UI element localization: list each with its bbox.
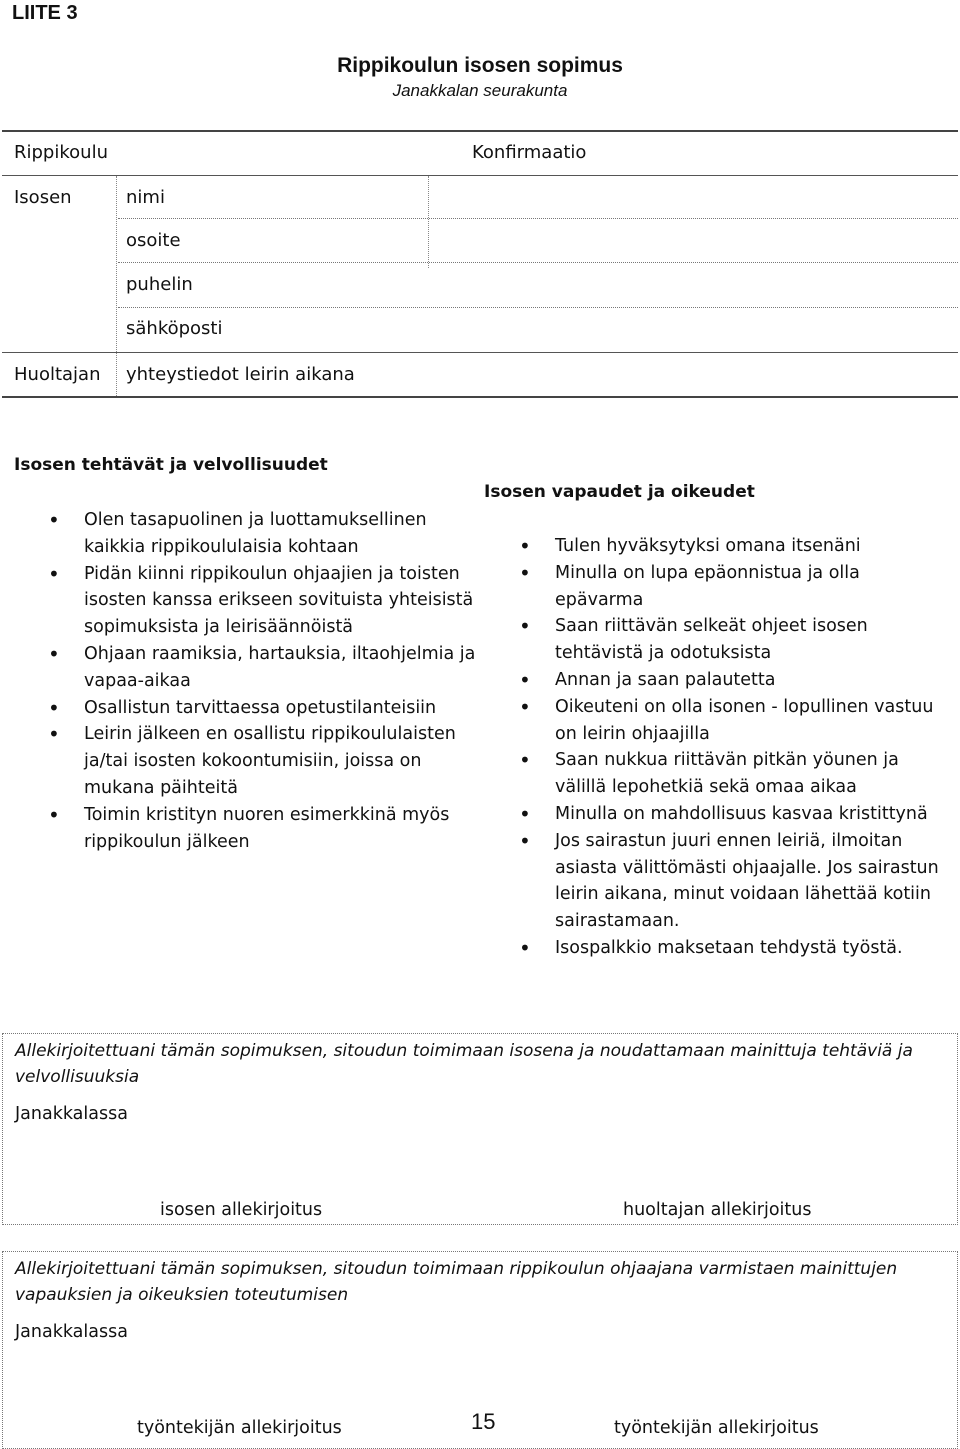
rippikoulu-label: Rippikoulu xyxy=(14,142,108,163)
rights-heading: Isosen vapaudet ja oikeudet xyxy=(484,482,755,502)
yhteystiedot-field-label: yhteystiedot leirin aikana xyxy=(126,364,355,385)
form-field-divider xyxy=(428,176,429,268)
rights-list xyxy=(519,533,951,962)
form-row-rule xyxy=(2,175,958,176)
form-top-rule xyxy=(2,130,958,132)
duties-heading: Isosen tehtävät ja velvollisuudet xyxy=(14,455,328,475)
document-subtitle: Janakkalan seurakunta xyxy=(392,81,568,100)
list-item: • Leirin jälkeen en osallistu rippikoululaisten ja/tai isosten kokoontumisiin, joissa on mukana päihteitä xyxy=(48,721,484,801)
isonen-signature-box xyxy=(2,1033,958,1225)
puhelin-field-line xyxy=(118,307,958,308)
ohjaaja-commitment-text: Allekirjoitettuani tämän sopimuksen, sitoudun toimimaan rippikoulun ohjaajana varmistaen mainittujen vapauksien ja oikeuksien toteutumisen xyxy=(15,1259,898,1305)
list-item: • Oikeuteni on olla isonen - lopullinen vastuu on leirin ohjaajilla xyxy=(519,694,951,748)
konfirmaatio-label: Konfirmaatio xyxy=(472,142,587,163)
list-item: • Minulla on lupa epäonnistua ja olla epävarma xyxy=(519,560,951,614)
nimi-field-label: nimi xyxy=(126,187,165,208)
list-item: • Olen tasapuolinen ja luottamuksellinen kaikkia rippikoululaisia kohtaan xyxy=(48,507,444,561)
ohjaaja-place-label: Janakkalassa xyxy=(15,1322,128,1342)
isonen-place-label: Janakkalassa xyxy=(15,1104,128,1124)
form-column-divider xyxy=(116,176,117,398)
duties-list xyxy=(48,507,488,855)
list-item: • Saan riittävän selkeät ohjeet isosen tehtävistä ja odotuksista xyxy=(519,613,951,667)
osoite-field-label: osoite xyxy=(126,230,181,251)
list-item: • Isospalkkio maksetaan tehdystä työstä. xyxy=(519,935,951,962)
document-title: Rippikoulun isosen sopimus xyxy=(337,54,623,77)
sahkoposti-field-label: sähköposti xyxy=(126,318,223,339)
page-number: 15 xyxy=(471,1409,496,1434)
list-item: • Annan ja saan palautetta xyxy=(519,667,951,694)
form-bottom-rule xyxy=(2,396,958,398)
isonen-signature-label[interactable]: isosen allekirjoitus xyxy=(160,1200,323,1220)
puhelin-field-label: puhelin xyxy=(126,274,193,295)
isonen-commitment-text: Allekirjoitettuani tämän sopimuksen, sitoudun toimimaan isosena ja noudattamaan mainittuja tehtäviä ja velvollisuuksia xyxy=(15,1041,913,1087)
isosen-label: Isosen xyxy=(14,187,72,208)
appendix-label: LIITE 3 xyxy=(12,2,78,24)
huoltajan-label: Huoltajan xyxy=(14,364,101,385)
employee-signature-label-right[interactable]: työntekijän allekirjoitus xyxy=(614,1418,819,1438)
list-item: • Osallistun tarvittaessa opetustilanteisiin xyxy=(48,695,488,722)
list-item: • Pidän kiinni rippikoulun ohjaajien ja toisten isosten kanssa erikseen sovituista yhteisistä sopimuksista ja leirisäännöistä xyxy=(48,561,488,641)
osoite-field-line xyxy=(118,262,958,263)
sahkoposti-field-line xyxy=(2,352,958,353)
list-item: • Saan nukkua riittävän pitkän yöunen ja välillä lepohetkiä sekä omaa aikaa xyxy=(519,747,951,801)
list-item: • Toimin kristityn nuoren esimerkkinä myös rippikoulun jälkeen xyxy=(48,802,484,856)
guardian-signature-label[interactable]: huoltajan allekirjoitus xyxy=(623,1200,812,1220)
nimi-field-line xyxy=(118,218,958,219)
list-item: • Ohjaan raamiksia, hartauksia, iltaohjelmia ja vapaa-aikaa xyxy=(48,641,492,695)
list-item: • Minulla on mahdollisuus kasvaa kristittynä xyxy=(519,801,951,828)
list-item: • Jos sairastun juuri ennen leiriä, ilmoitan asiasta välittömästi ohjaajalle. Jos sairastun leirin aikana, minut voidaan lähettää kotiin sairastamaan. xyxy=(519,828,951,935)
list-item: • Tulen hyväksytyksi omana itsenäni xyxy=(519,533,951,560)
employee-signature-label-left[interactable]: työntekijän allekirjoitus xyxy=(137,1418,342,1438)
